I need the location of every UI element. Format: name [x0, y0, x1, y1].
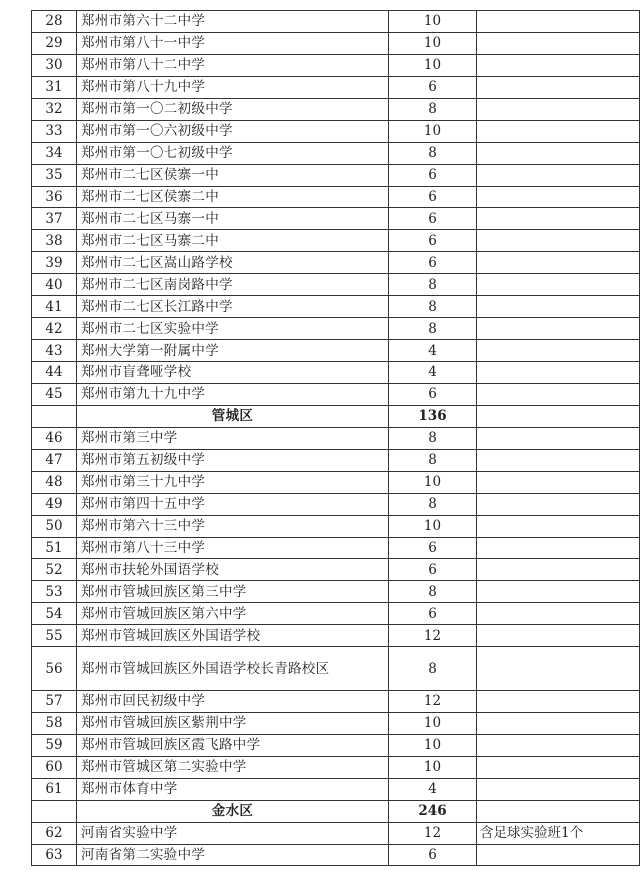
table-row — [32, 318, 640, 340]
school-name-cell: 郑州市管城回族区紫荆中学 — [77, 712, 389, 734]
note-cell — [477, 318, 640, 340]
school-name-cell: 郑州市管城回族区外国语学校长青路校区 — [77, 647, 389, 691]
quota-count-cell: 10 — [389, 32, 477, 54]
school-name-cell: 郑州市二七区侯寨二中 — [77, 186, 389, 208]
note-cell — [477, 647, 640, 691]
row-number-cell: 54 — [32, 603, 77, 625]
table-row — [32, 581, 640, 603]
table-row — [32, 822, 640, 844]
quota-count-cell: 8 — [389, 274, 477, 296]
quota-count-cell: 8 — [389, 427, 477, 449]
school-name-cell: 郑州市二七区马寨二中 — [77, 230, 389, 252]
note-cell — [477, 208, 640, 230]
table-row — [32, 844, 640, 866]
row-number-cell: 32 — [32, 98, 77, 120]
note-cell — [477, 340, 640, 362]
note-cell — [477, 405, 640, 427]
note-cell — [477, 383, 640, 405]
note-cell — [477, 120, 640, 142]
school-name-cell: 郑州市第六十二中学 — [77, 11, 389, 33]
note-cell — [477, 449, 640, 471]
school-name-cell: 郑州大学第一附属中学 — [77, 340, 389, 362]
note-cell — [477, 164, 640, 186]
note-cell — [477, 471, 640, 493]
table-row — [32, 537, 640, 559]
table-row — [32, 690, 640, 712]
row-number-cell: 56 — [32, 647, 77, 691]
row-number-cell: 42 — [32, 318, 77, 340]
quota-count-cell: 6 — [389, 252, 477, 274]
row-number-cell: 33 — [32, 120, 77, 142]
note-cell — [477, 756, 640, 778]
note-cell — [477, 98, 640, 120]
school-name-cell: 郑州市第一〇七初级中学 — [77, 142, 389, 164]
note-cell — [477, 734, 640, 756]
note-cell — [477, 32, 640, 54]
table-row — [32, 142, 640, 164]
row-number-cell: 57 — [32, 690, 77, 712]
school-name-cell: 郑州市第三中学 — [77, 427, 389, 449]
table-row — [32, 778, 640, 800]
school-name-cell: 郑州市回民初级中学 — [77, 690, 389, 712]
district-subtotal-row — [32, 405, 640, 427]
row-number-cell: 49 — [32, 493, 77, 515]
note-cell — [477, 296, 640, 318]
quota-count-cell: 10 — [389, 756, 477, 778]
row-number-cell: 58 — [32, 712, 77, 734]
row-number-cell: 47 — [32, 449, 77, 471]
note-cell — [477, 603, 640, 625]
school-name-cell: 郑州市二七区嵩山路学校 — [77, 252, 389, 274]
school-name-cell: 河南省实验中学 — [77, 822, 389, 844]
school-name-cell: 郑州市管城回族区霞飞路中学 — [77, 734, 389, 756]
quota-count-cell: 8 — [389, 98, 477, 120]
note-cell — [477, 800, 640, 822]
note-cell — [477, 362, 640, 384]
quota-count-cell: 4 — [389, 362, 477, 384]
school-name-cell: 郑州市体育中学 — [77, 778, 389, 800]
table-row — [32, 559, 640, 581]
table-row — [32, 493, 640, 515]
note-cell — [477, 493, 640, 515]
row-number-cell: 37 — [32, 208, 77, 230]
note-cell — [477, 142, 640, 164]
row-number-cell: 51 — [32, 537, 77, 559]
quota-count-cell: 12 — [389, 822, 477, 844]
quota-count-cell: 6 — [389, 559, 477, 581]
quota-count-cell: 6 — [389, 383, 477, 405]
quota-count-cell: 8 — [389, 647, 477, 691]
note-cell — [477, 712, 640, 734]
quota-count-cell: 10 — [389, 712, 477, 734]
note-cell — [477, 844, 640, 866]
table-row — [32, 11, 640, 33]
row-number-cell: 29 — [32, 32, 77, 54]
row-number-cell: 45 — [32, 383, 77, 405]
quota-count-cell: 6 — [389, 186, 477, 208]
quota-count-cell: 6 — [389, 844, 477, 866]
table-row — [32, 296, 640, 318]
row-number-cell: 55 — [32, 625, 77, 647]
quota-count-cell: 6 — [389, 603, 477, 625]
row-number-cell: 53 — [32, 581, 77, 603]
quota-count-cell: 10 — [389, 120, 477, 142]
table-row — [32, 756, 640, 778]
quota-count-cell: 6 — [389, 230, 477, 252]
quota-count-cell: 8 — [389, 493, 477, 515]
school-name-cell: 郑州市盲聋哑学校 — [77, 362, 389, 384]
table-row — [32, 515, 640, 537]
school-name-cell: 郑州市二七区侯寨一中 — [77, 164, 389, 186]
quota-count-cell: 8 — [389, 142, 477, 164]
row-number-cell: 30 — [32, 54, 77, 76]
school-name-cell: 郑州市第八十三中学 — [77, 537, 389, 559]
school-name-cell: 郑州市第八十九中学 — [77, 76, 389, 98]
row-number-cell: 36 — [32, 186, 77, 208]
row-number-cell: 62 — [32, 822, 77, 844]
row-number-cell: 48 — [32, 471, 77, 493]
note-cell — [477, 252, 640, 274]
row-number-cell: 52 — [32, 559, 77, 581]
note-cell — [477, 625, 640, 647]
note-cell — [477, 559, 640, 581]
row-number-cell: 35 — [32, 164, 77, 186]
row-number-cell: 39 — [32, 252, 77, 274]
school-name-cell: 郑州市二七区长江路中学 — [77, 296, 389, 318]
table-row — [32, 647, 640, 691]
school-quota-table — [31, 10, 640, 866]
district-total-cell: 246 — [389, 800, 477, 822]
table-row — [32, 98, 640, 120]
quota-count-cell: 10 — [389, 11, 477, 33]
school-name-cell: 郑州市第四十五中学 — [77, 493, 389, 515]
quota-count-cell: 6 — [389, 537, 477, 559]
school-name-cell: 郑州市第八十二中学 — [77, 54, 389, 76]
school-name-cell: 郑州市第一〇二初级中学 — [77, 98, 389, 120]
table-row — [32, 449, 640, 471]
table-row — [32, 32, 640, 54]
note-cell — [477, 76, 640, 98]
row-number-cell — [32, 800, 77, 822]
table-row — [32, 625, 640, 647]
school-name-cell: 郑州市管城区第二实验中学 — [77, 756, 389, 778]
note-cell — [477, 11, 640, 33]
note-cell — [477, 581, 640, 603]
table-row — [32, 54, 640, 76]
row-number-cell: 46 — [32, 427, 77, 449]
district-subtotal-row — [32, 800, 640, 822]
school-name-cell: 河南省第二实验中学 — [77, 844, 389, 866]
district-name-cell: 管城区 — [77, 405, 389, 427]
quota-count-cell: 6 — [389, 164, 477, 186]
table-row — [32, 186, 640, 208]
table-row — [32, 208, 640, 230]
table-row — [32, 274, 640, 296]
table-row — [32, 734, 640, 756]
row-number-cell: 28 — [32, 11, 77, 33]
quota-count-cell: 6 — [389, 76, 477, 98]
quota-count-cell: 4 — [389, 778, 477, 800]
note-cell: 含足球实验班1个 — [477, 822, 640, 844]
table-row — [32, 252, 640, 274]
table-row — [32, 120, 640, 142]
row-number-cell: 59 — [32, 734, 77, 756]
quota-count-cell: 8 — [389, 581, 477, 603]
table-row — [32, 712, 640, 734]
quota-count-cell: 10 — [389, 734, 477, 756]
table-row — [32, 471, 640, 493]
quota-count-cell: 10 — [389, 54, 477, 76]
table-row — [32, 340, 640, 362]
school-name-cell: 郑州市二七区实验中学 — [77, 318, 389, 340]
quota-count-cell: 4 — [389, 340, 477, 362]
quota-count-cell: 12 — [389, 690, 477, 712]
school-name-cell: 郑州市管城回族区第三中学 — [77, 581, 389, 603]
note-cell — [477, 54, 640, 76]
school-name-cell: 郑州市第五初级中学 — [77, 449, 389, 471]
table-row — [32, 362, 640, 384]
row-number-cell: 43 — [32, 340, 77, 362]
school-name-cell: 郑州市第六十三中学 — [77, 515, 389, 537]
school-name-cell: 郑州市第三十九中学 — [77, 471, 389, 493]
row-number-cell: 60 — [32, 756, 77, 778]
school-name-cell: 郑州市第一〇六初级中学 — [77, 120, 389, 142]
note-cell — [477, 186, 640, 208]
school-name-cell: 郑州市管城回族区第六中学 — [77, 603, 389, 625]
note-cell — [477, 515, 640, 537]
note-cell — [477, 427, 640, 449]
row-number-cell: 41 — [32, 296, 77, 318]
school-name-cell: 郑州市第九十九中学 — [77, 383, 389, 405]
row-number-cell: 40 — [32, 274, 77, 296]
row-number-cell — [32, 405, 77, 427]
table-row — [32, 230, 640, 252]
table-row — [32, 76, 640, 98]
table-body — [32, 11, 640, 866]
quota-count-cell: 12 — [389, 625, 477, 647]
row-number-cell: 44 — [32, 362, 77, 384]
table-row — [32, 164, 640, 186]
quota-count-cell: 8 — [389, 318, 477, 340]
note-cell — [477, 274, 640, 296]
quota-count-cell: 10 — [389, 471, 477, 493]
row-number-cell: 61 — [32, 778, 77, 800]
note-cell — [477, 778, 640, 800]
school-name-cell: 郑州市二七区马寨一中 — [77, 208, 389, 230]
school-name-cell: 郑州市扶轮外国语学校 — [77, 559, 389, 581]
school-name-cell: 郑州市管城回族区外国语学校 — [77, 625, 389, 647]
quota-count-cell: 10 — [389, 515, 477, 537]
quota-count-cell: 6 — [389, 208, 477, 230]
table-row — [32, 383, 640, 405]
note-cell — [477, 537, 640, 559]
table-row — [32, 427, 640, 449]
table-row — [32, 603, 640, 625]
row-number-cell: 31 — [32, 76, 77, 98]
note-cell — [477, 230, 640, 252]
school-name-cell: 郑州市二七区南岗路中学 — [77, 274, 389, 296]
quota-count-cell: 8 — [389, 449, 477, 471]
row-number-cell: 38 — [32, 230, 77, 252]
row-number-cell: 34 — [32, 142, 77, 164]
quota-count-cell: 8 — [389, 296, 477, 318]
row-number-cell: 63 — [32, 844, 77, 866]
note-cell — [477, 690, 640, 712]
district-total-cell: 136 — [389, 405, 477, 427]
row-number-cell: 50 — [32, 515, 77, 537]
district-name-cell: 金水区 — [77, 800, 389, 822]
school-name-cell: 郑州市第八十一中学 — [77, 32, 389, 54]
